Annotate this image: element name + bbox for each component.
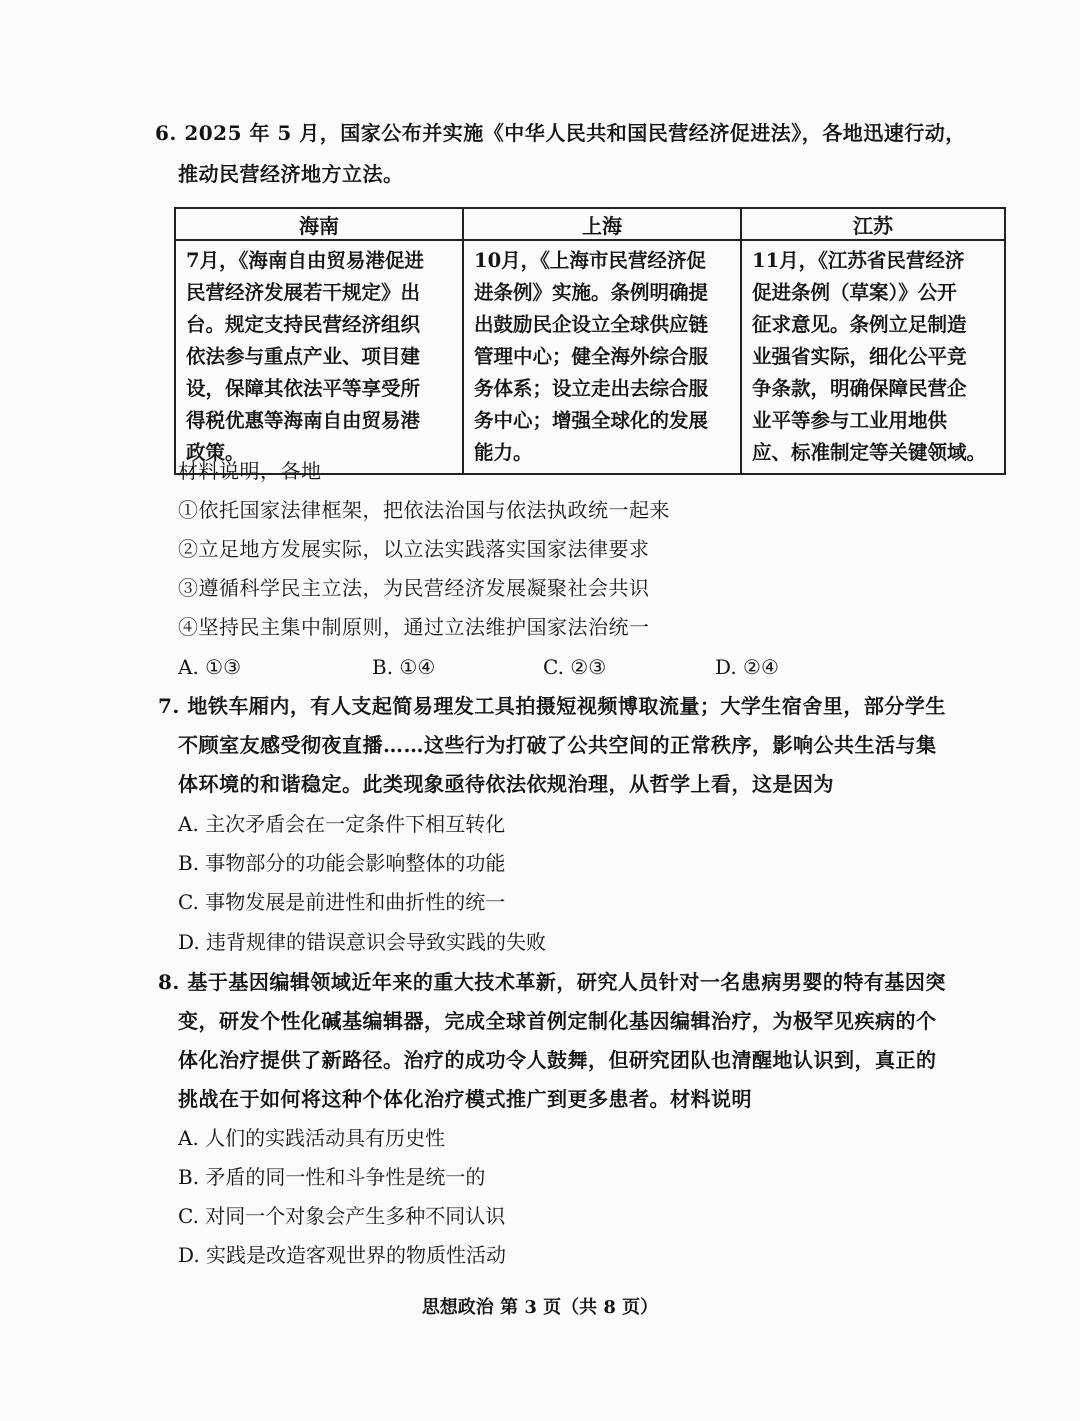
q8-stem-line2: 变，研发个性化碱基编辑器，完成全球首例定制化基因编辑治疗，为极罕见疾病的个 — [178, 1009, 937, 1033]
table-body-row — [175, 240, 1005, 474]
jiangsu-line: 11月，《江苏省民营经济 — [752, 249, 965, 272]
q6-option-b[interactable]: B. ①④ — [372, 655, 436, 679]
shanghai-line: 10月，《上海市民营经济促 — [474, 249, 706, 272]
hainan-line: 政策。 — [186, 441, 245, 464]
q6-item-4: ④坚持民主集中制原则，通过立法维护国家法治统一 — [178, 615, 650, 639]
header-hainan: 海南 — [175, 208, 463, 240]
q6-lead: 材料说明，各地 — [178, 459, 322, 483]
hainan-line: 民营经济发展若干规定》出 — [186, 281, 421, 304]
q7-option-d[interactable]: D. 违背规律的错误意识会导致实践的失败 — [178, 930, 547, 954]
q8-option-d[interactable]: D. 实践是改造客观世界的物质性活动 — [178, 1243, 507, 1267]
q8-option-c[interactable]: C. 对同一个对象会产生多种不同认识 — [178, 1204, 506, 1228]
hainan-line: 7月，《海南自由贸易港促进 — [186, 249, 424, 272]
jiangsu-line: 应、标准制定等关键领域。 — [752, 441, 987, 464]
cell-hainan — [175, 240, 463, 474]
jiangsu-line: 征求意见。条例立足制造 — [752, 313, 967, 336]
q7-stem-line1: 7. 地铁车厢内，有人支起简易理发工具拍摄短视频博取流量；大学生宿舍里，部分学生 — [158, 694, 946, 718]
q6-option-c[interactable]: C. ②③ — [543, 655, 607, 679]
q6-item-3: ③遵循科学民主立法，为民营经济发展凝聚社会共识 — [178, 576, 650, 600]
hainan-line: 得税优惠等海南自由贸易港 — [186, 409, 421, 432]
q6-option-a[interactable]: A. ①③ — [178, 655, 242, 679]
shanghai-line: 务中心；增强全球化的发展 — [474, 409, 709, 432]
q6-material-table — [174, 207, 1006, 475]
header-shanghai: 上海 — [463, 208, 741, 240]
shanghai-line: 进条例》实施。条例明确提 — [474, 281, 709, 304]
shanghai-line: 出鼓励民企设立全球供应链 — [474, 313, 709, 336]
header-jiangsu: 江苏 — [741, 208, 1005, 240]
q6-item-1: ①依托国家法律框架，把依法治国与依法执政统一起来 — [178, 498, 670, 522]
jiangsu-line: 业平等参与工业用地供 — [752, 409, 948, 432]
shanghai-line: 能力。 — [474, 441, 533, 464]
shanghai-line: 务体系；设立走出去综合服 — [474, 377, 709, 400]
hainan-line: 设，保障其依法平等享受所 — [186, 377, 421, 400]
q8-option-b[interactable]: B. 矛盾的同一性和斗争性是统一的 — [178, 1165, 486, 1189]
q7-option-b[interactable]: B. 事物部分的功能会影响整体的功能 — [178, 851, 506, 875]
q6-option-d[interactable]: D. ②④ — [715, 655, 779, 679]
q8-stem-line4: 挑战在于如何将这种个体化治疗模式推广到更多患者。材料说明 — [178, 1087, 752, 1111]
hainan-line: 台。规定支持民营经济组织 — [186, 313, 421, 336]
q7-option-a[interactable]: A. 主次矛盾会在一定条件下相互转化 — [178, 812, 506, 836]
shanghai-line: 管理中心；健全海外综合服 — [474, 345, 709, 368]
hainan-line: 依法参与重点产业、项目建 — [186, 345, 421, 368]
jiangsu-line: 业强省实际，细化公平竞 — [752, 345, 967, 368]
q6-stem-line2: 推动民营经济地方立法。 — [178, 162, 404, 186]
table-header-row — [175, 208, 1005, 240]
q7-option-c[interactable]: C. 事物发展是前进性和曲折性的统一 — [178, 890, 506, 914]
cell-shanghai — [463, 240, 741, 474]
q8-stem-line3: 体化治疗提供了新路径。治疗的成功令人鼓舞，但研究团队也清醒地认识到，真正的 — [178, 1048, 937, 1072]
q7-stem-line2: 不顾室友感受彻夜直播……这些行为打破了公共空间的正常秩序，影响公共生活与集 — [178, 733, 937, 757]
q6-item-2: ②立足地方发展实际，以立法实践落实国家法律要求 — [178, 537, 650, 561]
jiangsu-line: 争条款，明确保障民营企 — [752, 377, 967, 400]
q8-stem-line1: 8. 基于基因编辑领域近年来的重大技术革新，研究人员针对一名患病男婴的特有基因突 — [158, 970, 946, 994]
cell-jiangsu — [741, 240, 1005, 474]
jiangsu-line: 促进条例（草案）》公开 — [752, 281, 957, 304]
q7-stem-line3: 体环境的和谐稳定。此类现象亟待依法依规治理，从哲学上看，这是因为 — [178, 772, 834, 796]
q8-option-a[interactable]: A. 人们的实践活动具有历史性 — [178, 1126, 446, 1150]
page-footer: 思想政治 第 3 页（共 8 页） — [421, 1297, 659, 1318]
q6-stem-line1: 6. 2025 年 5 月，国家公布并实施《中华人民共和国民营经济促进法》，各地迅速行动， — [155, 121, 966, 145]
